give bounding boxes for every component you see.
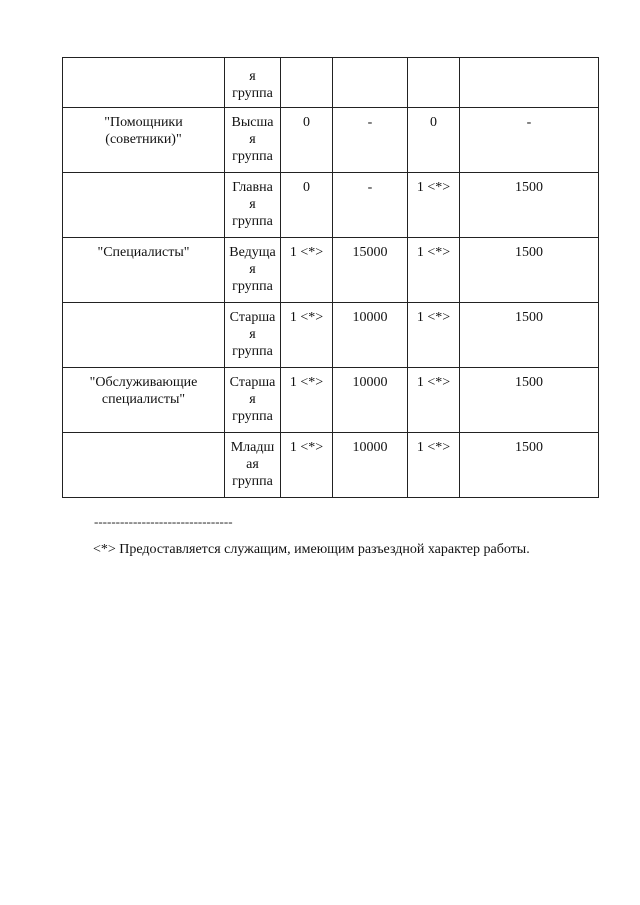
count1-cell: 1 <*>: [281, 433, 333, 498]
count1-cell: 1 <*>: [281, 238, 333, 303]
allocation-table: [62, 57, 599, 498]
group-label: Младш ая группа: [230, 440, 275, 489]
footnote-separator: --------------------------------: [94, 514, 233, 529]
footnote-text: <*> Предоставляется служащим, имеющим разъездной характер работы.: [93, 542, 530, 557]
category-cell: [63, 303, 225, 368]
count1-cell: 1 <*>: [281, 303, 333, 368]
count1-cell: 1 <*>: [281, 368, 333, 433]
category-cell: "Специалисты": [63, 238, 225, 303]
group-cell: [225, 238, 281, 303]
count2-cell: 1 <*>: [408, 433, 460, 498]
sum2-cell: -: [460, 108, 599, 173]
sum2-cell: 1500: [460, 173, 599, 238]
sum1-cell: -: [333, 173, 408, 238]
count2-cell: [408, 58, 460, 108]
category-cell: "Помощники (советники)": [63, 108, 225, 173]
sum1-cell: 10000: [333, 433, 408, 498]
group-label: Высша я группа: [231, 115, 274, 164]
group-label: Старша я группа: [229, 310, 276, 359]
sum2-cell: [460, 58, 599, 108]
table-row: [63, 368, 599, 433]
count2-cell: 1 <*>: [408, 303, 460, 368]
sum1-cell: 10000: [333, 303, 408, 368]
group-cell: [225, 303, 281, 368]
table-row: [63, 238, 599, 303]
table-row: [63, 433, 599, 498]
group-cell: [225, 368, 281, 433]
sum1-cell: 15000: [333, 238, 408, 303]
table-row: [63, 108, 599, 173]
category-cell: "Обслуживающие специалисты": [63, 368, 225, 433]
category-cell: [63, 58, 225, 108]
sum1-cell: -: [333, 108, 408, 173]
sum2-cell: 1500: [460, 303, 599, 368]
count2-cell: 1 <*>: [408, 368, 460, 433]
group-label: я группа: [232, 69, 273, 101]
count1-cell: [281, 58, 333, 108]
group-cell: [225, 433, 281, 498]
count2-cell: 1 <*>: [408, 238, 460, 303]
count2-cell: 1 <*>: [408, 173, 460, 238]
group-cell: [225, 173, 281, 238]
group-label: Старша я группа: [229, 375, 276, 424]
sum1-cell: 10000: [333, 368, 408, 433]
count1-cell: 0: [281, 108, 333, 173]
table-row: [63, 173, 599, 238]
sum1-cell: [333, 58, 408, 108]
table-row: [63, 58, 599, 108]
sum2-cell: 1500: [460, 238, 599, 303]
count2-cell: 0: [408, 108, 460, 173]
count1-cell: 0: [281, 173, 333, 238]
group-cell: [225, 58, 281, 108]
category-cell: [63, 433, 225, 498]
sum2-cell: 1500: [460, 368, 599, 433]
group-cell: [225, 108, 281, 173]
category-cell: [63, 173, 225, 238]
table-row: [63, 303, 599, 368]
sum2-cell: 1500: [460, 433, 599, 498]
group-label: Ведуща я группа: [229, 245, 276, 294]
group-label: Главна я группа: [232, 180, 273, 229]
